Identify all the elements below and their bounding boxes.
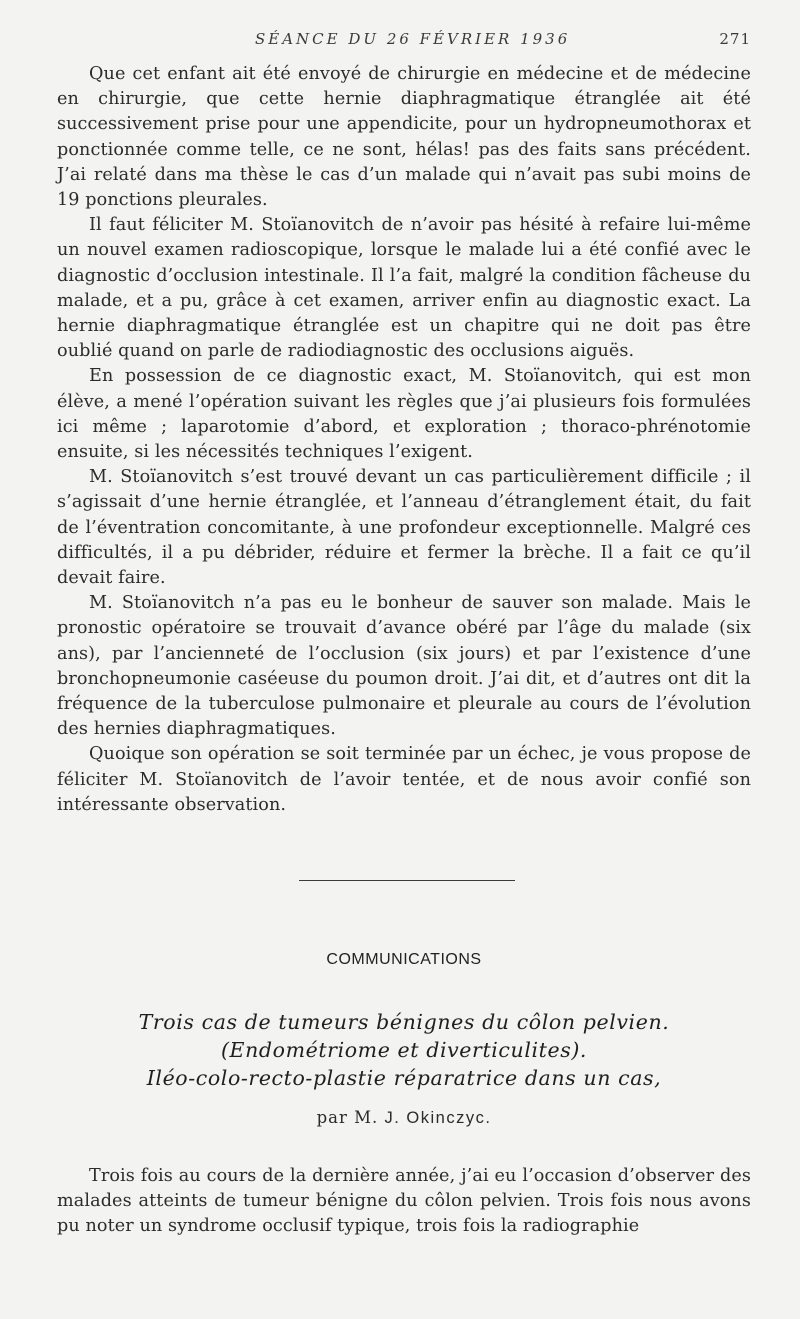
article-title-line: Iléo-colo-recto-plastie réparatrice dans un cas,	[146, 1066, 662, 1090]
article-title	[57, 1008, 751, 1092]
section-heading: COMMUNICATIONS	[326, 951, 482, 968]
paragraph: M. Stoïanovitch s’est trouvé devant un cas particulièrement difficile ; il s’agissait d’une hernie étranglée, et l’anneau d’étranglement était, du fait de l’éventration concomitante, à une profondeur exceptionnelle. Malgré ces difficultés, il a pu débrider, réduire et fermer la brèche. Il a fait ce qu’il devait faire.	[57, 467, 751, 589]
paragraph: Que cet enfant ait été envoyé de chirurgie en médecine et de médecine en chirurgie, que cette hernie diaphragmatique étranglée ait été successivement prise pour une appendicite, pour un hydropneumothorax et ponctionnée comme telle, ce ne sont, hélas! pas des faits sans précédent. J’ai relaté dans ma thèse le cas d’un malade qui n’avait pas subi moins de 19 ponctions pleurales.	[57, 64, 751, 211]
paragraph: En possession de ce diagnostic exact, M. Stoïanovitch, qui est mon élève, a mené l’opération suivant les règles que j’ai plusieurs fois formulées ici même ; laparotomie d’abord, et exploration ; thoraco-phrénotomie ensuite, si les nécessités techniques l’exigent.	[57, 366, 751, 463]
byline-prefix: par M.	[316, 1108, 379, 1127]
page-number: 271	[719, 30, 751, 48]
author-name: J. Okinczyc.	[384, 1109, 492, 1127]
lead-paragraph: Trois fois au cours de la dernière année, j’ai eu l’occasion d’observer des malades atteints de tumeur bénigne du côlon pelvien. Trois fois nous avons pu noter un syndrome occlusif typique, trois fois la radiographie	[57, 1166, 751, 1237]
article-title-line: (Endométriome et diverticulites).	[220, 1038, 588, 1062]
section-divider	[299, 880, 515, 881]
article-title-line: Trois cas de tumeurs bénignes du côlon pelvien.	[138, 1010, 670, 1034]
paragraph: Quoique son opération se soit terminée par un échec, je vous propose de féliciter M. Stoïanovitch de l’avoir tentée, et de nous avoir confié son intéressante observation.	[57, 744, 751, 815]
paragraph: Il faut féliciter M. Stoïanovitch de n’avoir pas hésité à refaire lui-même un nouvel examen radioscopique, lorsque le malade lui a été confié avec le diagnostic d’occlusion intestinale. Il l’a fait, malgré la condition fâcheuse du malade, et a pu, grâce à cet examen, arriver enfin au diagnostic exact. La hernie diaphragmatique étranglée est un chapitre qui ne doit pas être oublié quand on parle de radiodiagnostic des occlusions aiguës.	[57, 215, 751, 362]
article-body	[57, 1164, 751, 1240]
running-header	[57, 30, 751, 54]
discussion-body	[57, 62, 751, 818]
byline	[57, 1108, 751, 1128]
paragraph: M. Stoïanovitch n’a pas eu le bonheur de sauver son malade. Mais le pronostic opératoire se trouvait d’avance obéré par l’âge du malade (six ans), par l’ancienneté de l’occlusion (six jours) et par l’existence d’une bronchopneumonie caséeuse du poumon droit. J’ai dit, et d’autres ont dit la fréquence de la tuberculose pulmonaire et pleurale au cours de l’évolution des hernies diaphragmatiques.	[57, 593, 751, 740]
running-title: SÉANCE DU 26 FÉVRIER 1936	[255, 30, 571, 48]
